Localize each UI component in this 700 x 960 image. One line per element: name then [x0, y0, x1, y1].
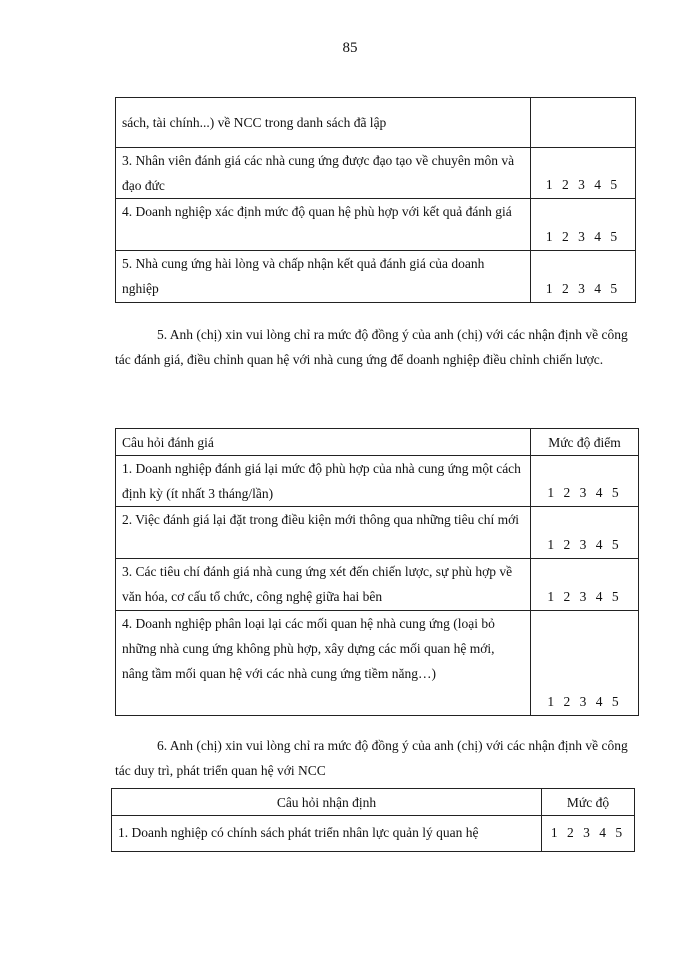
score-cell: 1 2 3 4 5	[531, 456, 639, 507]
survey-table-section-6	[111, 788, 635, 852]
score-cell: 1 2 3 4 5	[531, 559, 639, 611]
question-cell: 1. Doanh nghiệp đánh giá lại mức độ phù hợp của nhà cung ứng một cách định kỳ (ít nhất 3 tháng/lần)	[116, 456, 531, 507]
table-row	[116, 148, 636, 199]
section-6-text: 6. Anh (chị) xin vui lòng chỉ ra mức độ đồng ý của anh (chị) với các nhận định về công tác duy trì, phát triển quan hệ với NCC	[115, 738, 628, 778]
table-row	[116, 559, 639, 611]
question-cell: 3. Nhân viên đánh giá các nhà cung ứng được đạo tạo về chuyên môn và đạo đức	[116, 148, 531, 199]
score-cell: 1 2 3 4 5	[531, 199, 636, 251]
table-row	[116, 199, 636, 251]
score-cell: 1 2 3 4 5	[531, 507, 639, 559]
question-cell: 3. Các tiêu chí đánh giá nhà cung ứng xét đến chiến lược, sự phù hợp về văn hóa, cơ cấu tổ chức, công nghệ giữa hai bên	[116, 559, 531, 611]
question-cell: 4. Doanh nghiệp phân loại lại các mối quan hệ nhà cung ứng (loại bỏ những nhà cung ứng không phù hợp, xây dựng các mối quan hệ mới, nâng tầm mối quan hệ với các nhà cung ứng tiềm năng…)	[116, 611, 531, 716]
table-row	[116, 456, 639, 507]
score-cell: 1 2 3 4 5	[531, 251, 636, 303]
table-row	[112, 816, 635, 852]
question-cell: 5. Nhà cung ứng hài lòng và chấp nhận kết quả đánh giá của doanh nghiệp	[116, 251, 531, 303]
table-row	[116, 98, 636, 148]
score-cell: 1 2 3 4 5	[531, 148, 636, 199]
header-score: Mức độ	[542, 789, 635, 816]
question-cell: 1. Doanh nghiệp có chính sách phát triển nhân lực quản lý quan hệ	[112, 816, 542, 852]
page-number: 85	[342, 40, 358, 56]
question-cell: sách, tài chính...) về NCC trong danh sách đã lập	[116, 98, 531, 148]
table-row	[116, 611, 639, 716]
header-question: Câu hỏi đánh giá	[116, 429, 531, 456]
question-cell: 4. Doanh nghiệp xác định mức độ quan hệ phù hợp với kết quả đánh giá	[116, 199, 531, 251]
table-header-row	[116, 429, 639, 456]
section-6-instruction	[115, 733, 635, 783]
score-cell: 1 2 3 4 5	[542, 816, 635, 852]
survey-table-section-5	[115, 428, 639, 716]
table-header-row	[112, 789, 635, 816]
table-row	[116, 507, 639, 559]
survey-table-continued	[115, 97, 636, 303]
question-cell: 2. Việc đánh giá lại đặt trong điều kiện mới thông qua những tiêu chí mới	[116, 507, 531, 559]
score-cell	[531, 98, 636, 148]
section-5-instruction	[115, 322, 635, 372]
section-5-text: 5. Anh (chị) xin vui lòng chỉ ra mức độ đồng ý của anh (chị) với các nhận định về công tác đánh giá, điều chỉnh quan hệ với nhà cung ứng để doanh nghiệp điều chỉnh chiến lược.	[115, 327, 628, 367]
score-cell: 1 2 3 4 5	[531, 611, 639, 716]
header-score: Mức độ điểm	[531, 429, 639, 456]
header-question: Câu hỏi nhận định	[112, 789, 542, 816]
table-row	[116, 251, 636, 303]
